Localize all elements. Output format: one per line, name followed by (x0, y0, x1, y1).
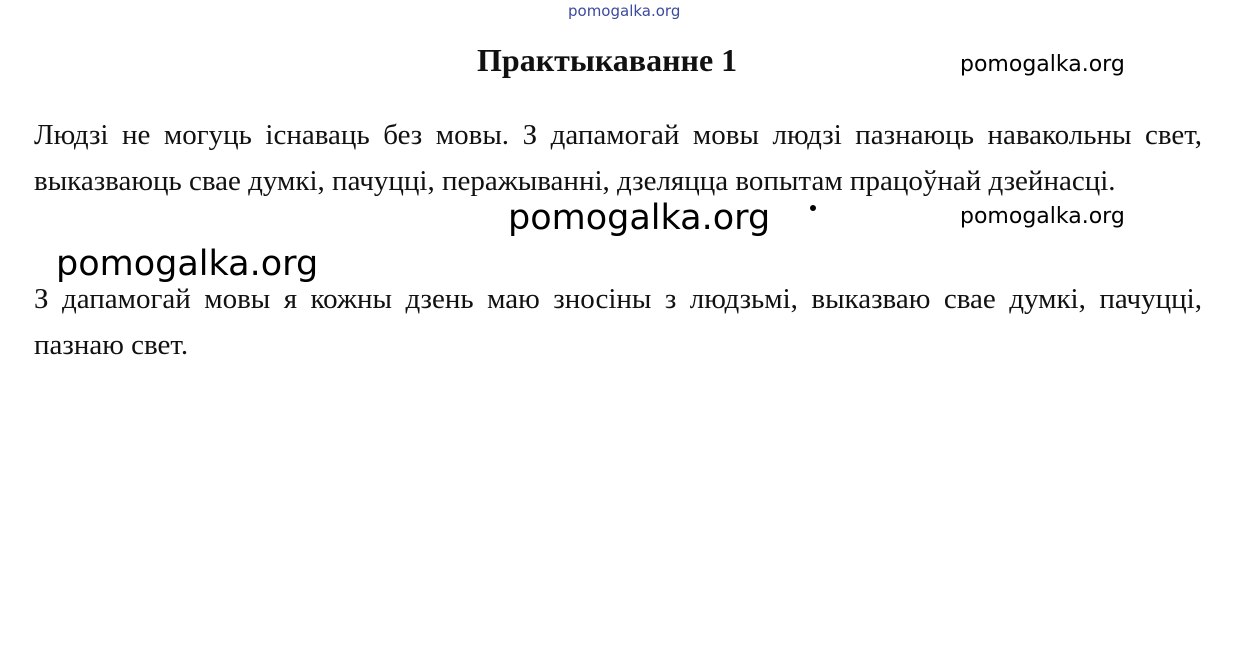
paragraph-2: З дапамогай мовы я кожны дзень маю зносіны з людзьмі, выказваю свае думкі, пачуцці, пазнаю свет. (34, 283, 1202, 361)
dot-mark (810, 205, 816, 211)
watermark-top: pomogalka.org (568, 2, 681, 20)
watermark-mid-right: pomogalka.org (960, 204, 1125, 229)
watermark-left-big: pomogalka.org (56, 244, 319, 284)
paragraph-1: Людзі не могуць існаваць без мовы. З дапамогай мовы людзі пазнаюць навакольны свет, выказваюць свае думкі, пачуцці, перажыванні, дзеляцца вопытам працоўнай дзейнасці. (34, 119, 1202, 197)
watermark-title-right: pomogalka.org (960, 52, 1125, 77)
watermark-mid-big: pomogalka.org (508, 198, 771, 238)
page-title: Практыкаванне 1 (477, 42, 738, 78)
